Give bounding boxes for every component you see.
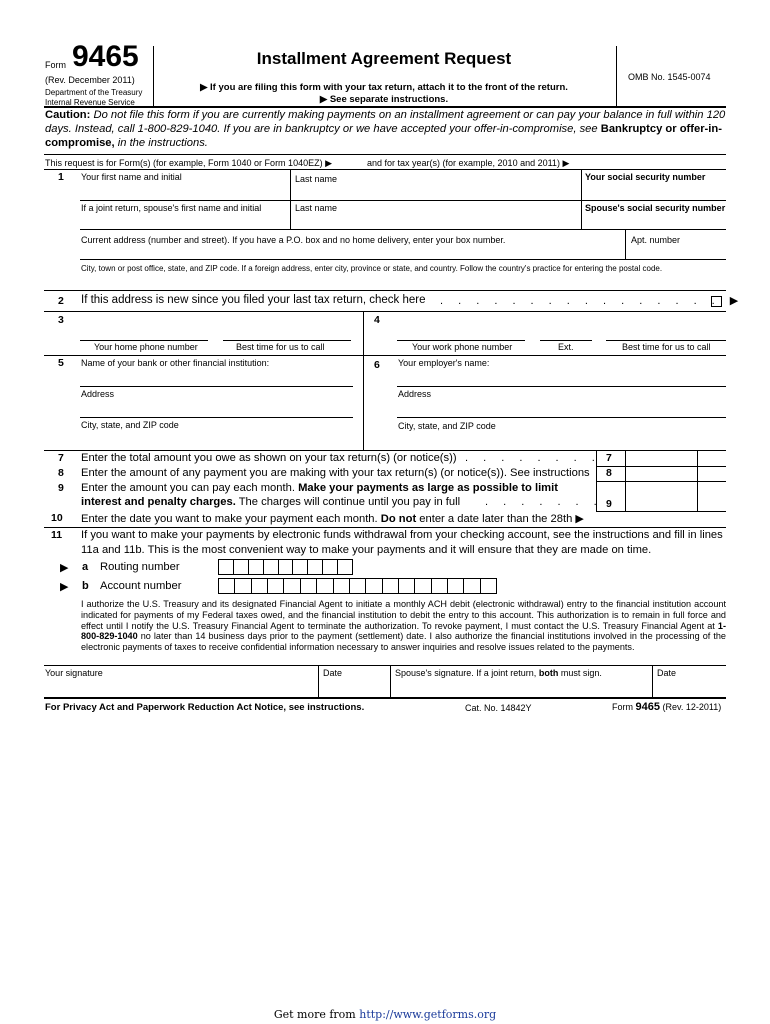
total-owed-field[interactable] — [626, 451, 726, 466]
line-9-text-2 — [81, 496, 460, 508]
agency: Internal Revenue Service — [45, 98, 135, 107]
form-revision: (Rev. December 2011) — [45, 75, 135, 85]
account-number-field[interactable] — [218, 578, 497, 594]
rule-line34 — [44, 355, 726, 356]
employer-name-field[interactable] — [397, 370, 726, 386]
spouse-last-name-field[interactable] — [293, 215, 578, 229]
spouse-sig-text: Spouse's signature. If a joint return, — [395, 668, 537, 678]
line-11-number: 11 — [51, 529, 63, 541]
spouse-ssn-label: Spouse's social security number — [585, 203, 726, 213]
divider-sig-1 — [318, 665, 319, 698]
request-forms-label: This request is for Form(s) (for example, Form 1040 or Form 1040EZ) ▶ — [45, 158, 332, 168]
work-best-time-label: Best time for us to call — [622, 342, 711, 352]
bank-name-label: Name of your bank or other financial institution: — [81, 358, 270, 368]
home-phone-label: Your home phone number — [94, 342, 198, 352]
city-label: City, town or post office, state, and ZIP code. If a foreign address, enter city, province or state, and country. Follow the country's practice for entering the postal code. — [81, 264, 663, 273]
apt-field[interactable] — [627, 246, 725, 259]
line-4-number: 4 — [374, 314, 380, 326]
rule-work-best — [606, 340, 726, 341]
attach-instruction: ▶ If you are filing this form with your tax return, attach it to the front of the return. — [200, 82, 568, 93]
header-divider-right — [616, 46, 617, 106]
divider-sig-3 — [652, 665, 653, 698]
line-9-plain-2: The charges will continue until you pay in full — [238, 496, 461, 508]
line-7-box-label: 7 — [606, 452, 612, 464]
spouse-signature-field[interactable] — [392, 680, 650, 697]
divider-middle-34 — [363, 311, 364, 356]
line-10-text — [81, 512, 584, 525]
line-5-number: 5 — [58, 357, 64, 369]
line-7-dots: . . . . . . . . — [465, 452, 601, 464]
rule-home-phone — [80, 340, 208, 341]
bank-city-field[interactable] — [80, 432, 353, 448]
caution-bankruptcy: Bankruptcy or offer-in-compromise, — [45, 123, 722, 149]
payment-amount-field[interactable] — [626, 467, 726, 481]
rule-bank-address — [80, 417, 353, 418]
caution-label: Caution: — [45, 109, 91, 121]
ext-field[interactable] — [540, 328, 592, 340]
first-name-label: Your first name and initial — [81, 172, 182, 182]
rule-line1d — [44, 290, 726, 291]
spouse-ssn-field[interactable] — [584, 215, 724, 229]
new-address-checkbox[interactable] — [711, 296, 722, 307]
line-10-do-not: Do not — [380, 513, 417, 525]
address-label: Current address (number and street). If you have a P.O. box and no home delivery, enter your box number. — [81, 235, 506, 245]
rule-home-best — [223, 340, 351, 341]
line-10-tail: enter a date later than the 28th ▶ — [419, 513, 585, 525]
employer-address-label: Address — [398, 389, 432, 399]
monthly-payment-field[interactable] — [626, 497, 726, 511]
ssn-field[interactable] — [584, 185, 724, 200]
request-years-label: and for tax year(s) (for example, 2010 and 2011) ▶ — [367, 158, 570, 168]
city-field[interactable] — [80, 275, 725, 289]
apt-label: Apt. number — [631, 235, 681, 245]
date-label-2: Date — [657, 668, 677, 678]
last-name-label: Last name — [295, 174, 338, 184]
line-8-number: 8 — [58, 467, 64, 479]
spouse-last-name-label: Last name — [295, 203, 338, 213]
first-name-field[interactable] — [80, 185, 288, 200]
footer-revision: (Rev. 12-2011) — [662, 702, 722, 712]
rule-signature-bottom — [44, 697, 726, 699]
omb-number: OMB No. 1545-0074 — [628, 72, 711, 82]
rule-line1b — [80, 229, 726, 230]
your-signature-field[interactable] — [45, 680, 315, 697]
spouse-sig-tail: must sign. — [560, 668, 602, 678]
home-best-time-label: Best time for us to call — [236, 342, 325, 352]
line-9-text-1 — [81, 482, 596, 494]
footer-form-number: 9465 — [635, 701, 660, 713]
rule-bank-name — [80, 386, 353, 387]
line-8-text: Enter the amount of any payment you are making with your tax return(s) (or notice(s)). See instructions — [81, 467, 590, 479]
line-10-number: 10 — [51, 512, 63, 524]
payment-date-field[interactable] — [600, 512, 725, 526]
address-field[interactable] — [80, 246, 623, 259]
divider-sig-2 — [390, 665, 391, 698]
divider-middle-56 — [363, 355, 364, 450]
rule-line8 — [596, 481, 726, 482]
line-9-box-label: 9 — [606, 498, 612, 510]
employer-city-label: City, state, and ZIP code — [398, 421, 496, 431]
employer-name-label: Your employer's name: — [398, 358, 490, 368]
ssn-label: Your social security number — [585, 172, 706, 182]
rule-ext — [540, 340, 592, 341]
department: Department of the Treasury — [45, 88, 143, 97]
line-9-number: 9 — [58, 482, 64, 494]
spouse-date-field[interactable] — [654, 680, 725, 697]
footer-form-word: Form — [612, 702, 633, 712]
line-10-plain: Enter the date you want to make your payment each month. — [81, 513, 378, 525]
routing-number-field[interactable] — [218, 559, 353, 575]
bank-address-label: Address — [81, 389, 115, 399]
rule-request-bottom — [44, 169, 726, 170]
caution-tail: in the instructions. — [117, 137, 208, 149]
home-phone-field[interactable] — [80, 328, 208, 340]
line-8-box-label: 8 — [606, 467, 612, 479]
work-phone-field[interactable] — [397, 328, 525, 340]
line-2-text: If this address is new since you filed your last tax return, check here — [81, 294, 426, 306]
rule-line2 — [44, 311, 726, 312]
footer-form-id — [612, 701, 721, 713]
spouse-first-name-field[interactable] — [80, 215, 288, 229]
line-9-bold-2: interest and penalty charges. — [81, 496, 236, 508]
divider-apt — [625, 229, 626, 259]
line-6-number: 6 — [374, 359, 380, 371]
form-title: Installment Agreement Request — [256, 49, 512, 68]
ext-label: Ext. — [558, 342, 574, 352]
home-best-time-field[interactable] — [223, 328, 351, 340]
form-word: Form — [45, 60, 66, 70]
line-9-dots: . . . . . . . — [485, 496, 603, 508]
last-name-field[interactable] — [293, 185, 578, 200]
date-label-1: Date — [323, 668, 343, 678]
line-9-bold: Make your payments as large as possible to limit — [298, 482, 558, 494]
line-11-text: If you want to make your payments by electronic funds withdrawal from your checking account, see the instructions and fill in lines 11a and 11b. This is the most convenient way to make your payments and it will ensure that they are made on time. — [81, 529, 723, 556]
authorization-body: I authorize the U.S. Treasury and its designated Financial Agent to initiate a monthly ACH debit (electronic withdrawal) entry to the financial institution account indicated for payments of my Federal taxes owed, and the financial institution to debit the entry to this account. This authorization is to remain in full force and effect until I notify the U.S. Treasury Financial Agent to terminate the authorization. To revoke payment, I must contact the U.S. Treasury Financial Agent at — [81, 599, 726, 631]
rule-employer-name — [397, 386, 726, 387]
rule-employer-address — [397, 417, 726, 418]
line-2-number: 2 — [58, 295, 64, 307]
getforms-link[interactable]: http://www.getforms.org — [359, 1008, 497, 1021]
get-more-prefix: Get more from — [273, 1008, 356, 1021]
account-number-label: Account number — [100, 580, 182, 592]
spouse-sig-both: both — [538, 668, 559, 678]
spouse-signature-label — [395, 668, 602, 678]
rule-line1c — [80, 259, 726, 260]
caution-body: Do not file this form if you are currently making payments on an installment agreement or can pay your balance in full within 120 days. Instead, call 1-800-829-1040. If you are in bankruptcy or we have accepted your offer-in-compromise, see — [45, 109, 726, 135]
employer-city-field[interactable] — [397, 432, 726, 448]
rule-line1a — [80, 200, 726, 201]
get-more-line — [0, 1008, 770, 1021]
your-signature-label: Your signature — [45, 668, 103, 678]
privacy-notice: For Privacy Act and Paperwork Reduction Act Notice, see instructions. — [45, 702, 365, 713]
line-11b-arrow: ▶ — [60, 581, 69, 593]
rule-work-phone — [397, 340, 525, 341]
rule-request-top — [44, 154, 726, 155]
bank-city-label: City, state, and ZIP code — [81, 420, 179, 430]
authorization-tail: no later than 14 business days prior to the payment (settlement) date. I also authorize the financial institutions involved in the processing of the electronic payments of taxes to receive confidential information necessary to answer inquiries and resolve issues related to the payments. — [81, 631, 726, 653]
line-9-plain: Enter the amount you can pay each month. — [81, 482, 295, 494]
bank-name-field[interactable] — [80, 370, 353, 386]
rule-signature-top — [44, 665, 726, 666]
line-11a-letter: a — [82, 561, 89, 573]
authorization-phone: 1-800-829-1040 — [81, 620, 726, 642]
divider-name — [290, 169, 291, 229]
bank-address-field[interactable] — [80, 401, 353, 417]
line-7-number: 7 — [58, 452, 64, 464]
spouse-first-name-label: If a joint return, spouse's first name and initial — [81, 203, 262, 213]
line-1-number: 1 — [58, 171, 64, 183]
line-7-text: Enter the total amount you owe as shown on your tax return(s) (or notice(s)) — [81, 452, 457, 464]
authorization-text — [81, 599, 726, 653]
routing-number-label: Routing number — [100, 561, 180, 573]
form-number: 9465 — [72, 40, 139, 73]
line-11b-letter: b — [82, 580, 89, 592]
line-3-number: 3 — [58, 314, 64, 326]
your-date-field[interactable] — [320, 680, 388, 697]
work-phone-label: Your work phone number — [412, 342, 513, 352]
line-11a-arrow: ▶ — [60, 562, 69, 574]
rule-line56 — [44, 450, 726, 451]
divider-ssn — [581, 169, 582, 229]
line-2-dots: . . . . . . . . . . . . . . . . ▶ — [440, 295, 745, 307]
see-instructions: ▶ See separate instructions. — [319, 94, 449, 105]
caution-text — [45, 108, 728, 150]
catalog-number: Cat. No. 14842Y — [465, 703, 532, 713]
work-best-time-field[interactable] — [606, 328, 726, 340]
employer-address-field[interactable] — [397, 401, 726, 417]
